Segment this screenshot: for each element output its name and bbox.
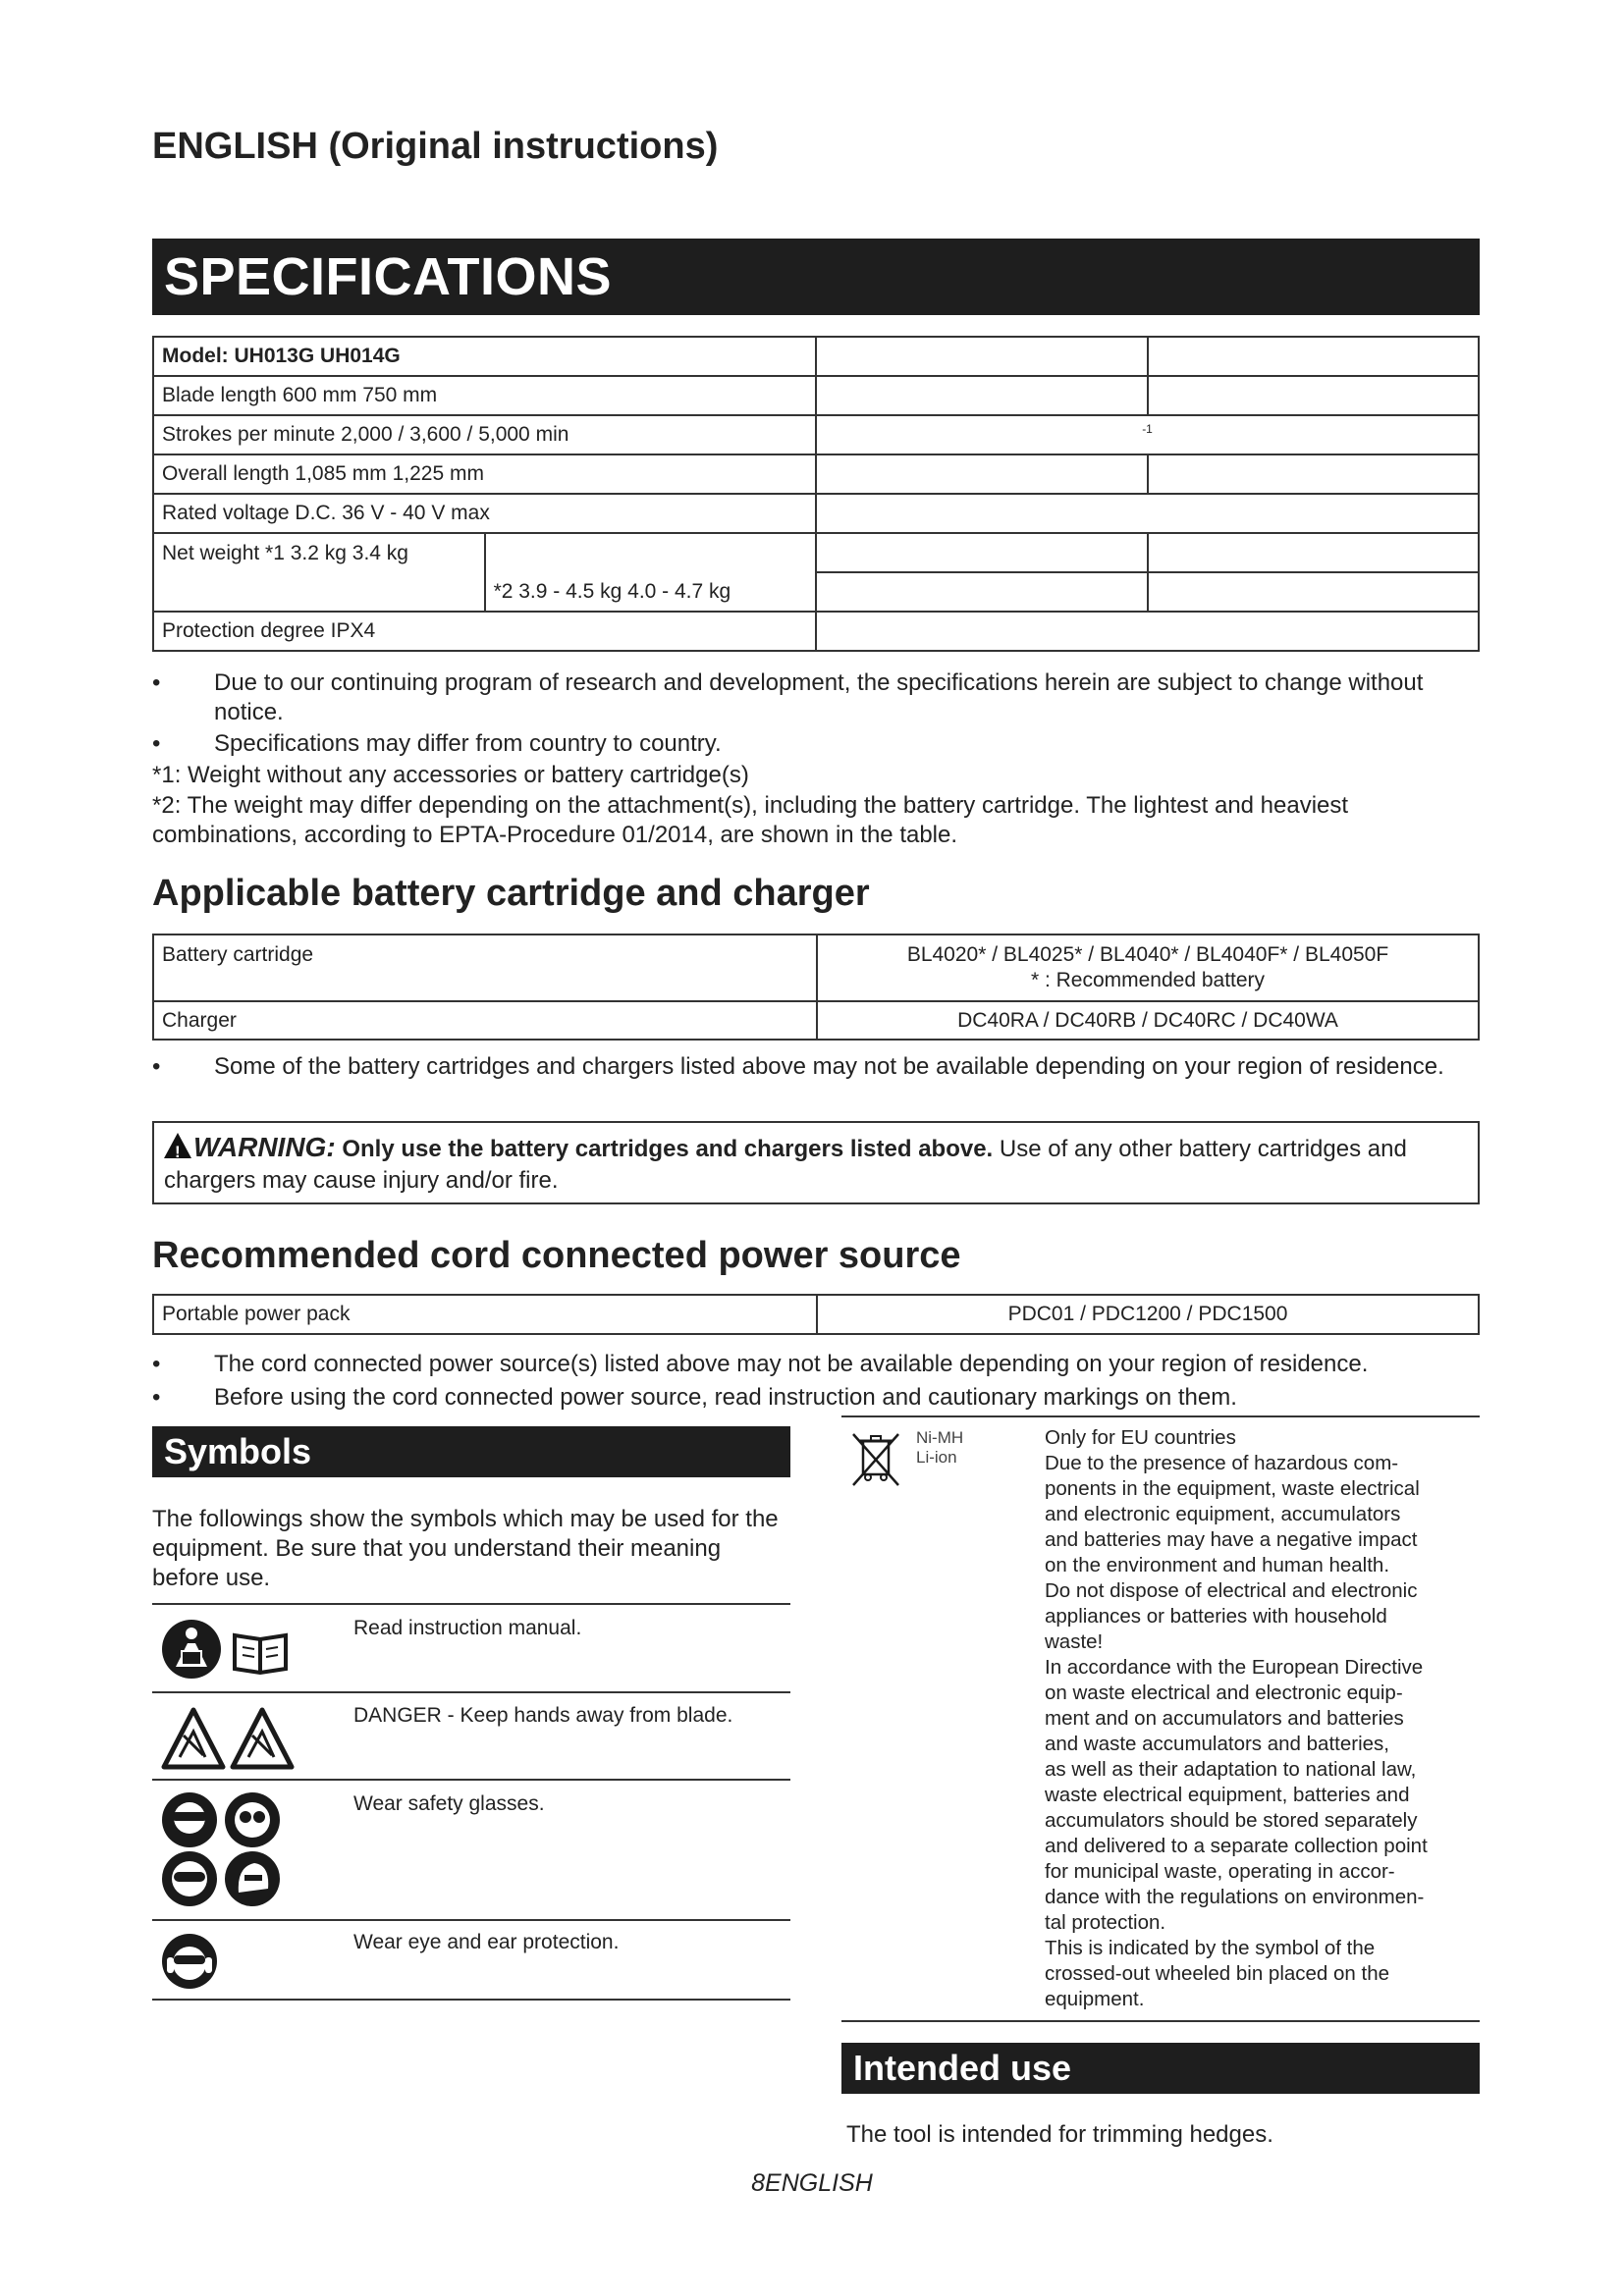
weee-text-line: and waste accumulators and batteries, [1045, 1733, 1389, 1755]
divider [152, 1999, 790, 2001]
specifications-banner-label: SPECIFICATIONS [164, 247, 613, 306]
spec-note-1 [152, 668, 1480, 727]
weee-text-line: tal protection. [1045, 1911, 1166, 1934]
crossed-bin-icon [850, 1431, 901, 1488]
weee-text [1045, 1425, 1479, 2012]
symbols-banner-label: Symbols [164, 1431, 312, 1471]
read-manual-icon [160, 1618, 293, 1682]
charger-label: Charger [153, 1001, 817, 1040]
danger-blade-icon [160, 1706, 298, 1773]
spec-row-strokes [153, 415, 1479, 454]
weee-text-line: Do not dispose of electrical and electronic [1045, 1579, 1418, 1602]
weee-text-line: on the environment and human health. [1045, 1554, 1390, 1576]
cord-power-table [152, 1294, 1480, 1335]
weee-chem-nimh: Ni-MH [916, 1428, 964, 1447]
divider [152, 1779, 790, 1781]
eye-ear-protection-icon [160, 1932, 219, 1991]
weee-text-line: Due to the presence of hazardous com- [1045, 1452, 1399, 1474]
weee-text-line: and batteries may have a negative impact [1045, 1528, 1418, 1551]
weee-text-line: accumulators should be stored separately [1045, 1809, 1418, 1832]
warning-box [152, 1121, 1480, 1204]
intended-use-text: The tool is intended for trimming hedges. [846, 2121, 1273, 2148]
spec-blade-length: Blade length 600 mm 750 mm [153, 376, 816, 415]
weee-text-line: In accordance with the European Directive [1045, 1656, 1424, 1679]
weee-chem-liion: Li-ion [916, 1448, 957, 1467]
symbols-banner [152, 1426, 790, 1477]
spec-row-model [153, 337, 1479, 376]
spec-net-weight: Net weight *1 3.2 kg 3.4 kg [153, 533, 485, 612]
cord-note-2 [152, 1383, 1480, 1413]
bullet: • [152, 1351, 161, 1377]
cord-power-label: Portable power pack [153, 1295, 817, 1334]
cord-note-1-text: The cord connected power source(s) listed above may not be available depending on your region of residence. [214, 1351, 1369, 1377]
specifications-banner [152, 239, 1480, 315]
weee-text-line: equipment. [1045, 1988, 1145, 2010]
weee-chemistry [916, 1428, 963, 1468]
weee-text-line: for municipal waste, operating in accor- [1045, 1860, 1395, 1883]
battery-heading: Applicable battery cartridge and charger [152, 873, 870, 914]
battery-cartridge-cell [817, 934, 1479, 1001]
weee-text-line: waste! [1045, 1630, 1104, 1653]
weee-text-line: ponents in the equipment, waste electrical [1045, 1477, 1420, 1500]
warning-triangle-icon [164, 1133, 191, 1158]
weee-text-line: Only for EU countries [1045, 1426, 1236, 1449]
spec-row-blade-length [153, 376, 1479, 415]
battery-cartridge-note: * : Recommended battery [1030, 969, 1266, 991]
divider [152, 1603, 790, 1605]
page-footer: 8ENGLISH [751, 2169, 873, 2197]
battery-note [152, 1052, 1480, 1111]
spec-protection: Protection degree IPX4 [153, 612, 816, 651]
weee-text-line: and delivered to a separate collection point [1045, 1835, 1428, 1857]
cord-power-value: PDC01 / PDC1200 / PDC1500 [817, 1295, 1479, 1334]
warning-text: Use of any other battery cartridges and chargers may cause injury and/or fire. [164, 1136, 1407, 1194]
spec-rated-voltage: Rated voltage D.C. 36 V - 40 V max [153, 494, 816, 533]
spec-row-net-weight [153, 533, 1479, 572]
cord-note-2-text: Before using the cord connected power source, read instruction and cautionary markings on them. [214, 1384, 1237, 1411]
cord-power-row [153, 1295, 1479, 1334]
spec-row-rated-voltage [153, 494, 1479, 533]
weee-text-line: This is indicated by the symbol of the [1045, 1937, 1376, 1959]
page-language-header: ENGLISH (Original instructions) [152, 126, 719, 167]
warning-bold-text: Only use the battery cartridges and chargers listed above. [342, 1136, 994, 1162]
spec-net-weight-2: *2 3.9 - 4.5 kg 4.0 - 4.7 kg [485, 572, 817, 612]
weee-text-line: on waste electrical and electronic equip- [1045, 1682, 1403, 1704]
divider [152, 1691, 790, 1693]
divider [841, 1415, 1480, 1417]
cord-note-1 [152, 1350, 1480, 1379]
spec-strokes: Strokes per minute 2,000 / 3,600 / 5,000 min [153, 415, 816, 454]
spec-row-protection [153, 612, 1479, 651]
specifications-table [152, 336, 1480, 652]
weee-text-line: as well as their adaptation to national law, [1045, 1758, 1417, 1781]
bullet: • [152, 1053, 161, 1080]
weee-text-line: waste electrical equipment, batteries and [1045, 1784, 1410, 1806]
divider [841, 2020, 1480, 2022]
symbol-desc-read-manual: Read instruction manual. [353, 1617, 582, 1639]
battery-note-text: Some of the battery cartridges and chargers listed above may not be available depending on your region of residence. [214, 1053, 1444, 1080]
intended-use-banner-label: Intended use [853, 2048, 1072, 2088]
battery-cartridge-label: Battery cartridge [153, 934, 817, 1001]
cord-power-heading: Recommended cord connected power source [152, 1235, 961, 1276]
battery-row-charger [153, 1001, 1479, 1040]
spec-strokes-unit-sup: -1 [816, 415, 1479, 454]
spec-overall-length: Overall length 1,085 mm 1,225 mm [153, 454, 816, 494]
divider [152, 1919, 790, 1921]
weee-text-line: and electronic equipment, accumulators [1045, 1503, 1401, 1525]
battery-table [152, 934, 1480, 1041]
charger-value: DC40RA / DC40RB / DC40RC / DC40WA [817, 1001, 1479, 1040]
symbols-intro: The followings show the symbols which may be used for the equipment. Be sure that you understand their meaning before use. [152, 1506, 779, 1591]
symbol-desc-safety-glasses: Wear safety glasses. [353, 1792, 545, 1815]
battery-row-cartridge [153, 934, 1479, 1001]
spec-row-overall-length [153, 454, 1479, 494]
symbol-desc-eye-ear-protection: Wear eye and ear protection. [353, 1931, 620, 1953]
bullet: • [152, 1384, 161, 1411]
bullet: • [152, 669, 161, 696]
weee-text-line: ment and on accumulators and batteries [1045, 1707, 1404, 1730]
weee-text-line: appliances or batteries with household [1045, 1605, 1387, 1628]
symbol-desc-danger-blade: DANGER - Keep hands away from blade. [353, 1704, 733, 1727]
spec-note-2 [152, 729, 1480, 759]
spec-model: Model: UH013G UH014G [153, 337, 816, 376]
spec-note-2-text: Specifications may differ from country to country. [214, 730, 722, 757]
weee-text-line: dance with the regulations on environmen- [1045, 1886, 1425, 1908]
spec-note-1-text: Due to our continuing program of research and development, the specifications herein are subject to change without notice. [214, 669, 1424, 725]
weee-text-line: crossed-out wheeled bin placed on the [1045, 1962, 1390, 1985]
intended-use-banner [841, 2043, 1480, 2094]
warning-word: WARNING: [193, 1132, 336, 1162]
bullet: • [152, 730, 161, 757]
battery-cartridge-value: BL4020* / BL4025* / BL4040* / BL4040F* / BL4050F [906, 943, 1389, 966]
footnote-1: *1: Weight without any accessories or battery cartridge(s) [152, 762, 749, 788]
footnote-2: *2: The weight may differ depending on the attachment(s), including the battery cartridge. The lightest and heaviest combinations, according to EPTA-Procedure 01/2014, are shown in the table. [152, 792, 1349, 848]
safety-glasses-icon [160, 1790, 288, 1910]
